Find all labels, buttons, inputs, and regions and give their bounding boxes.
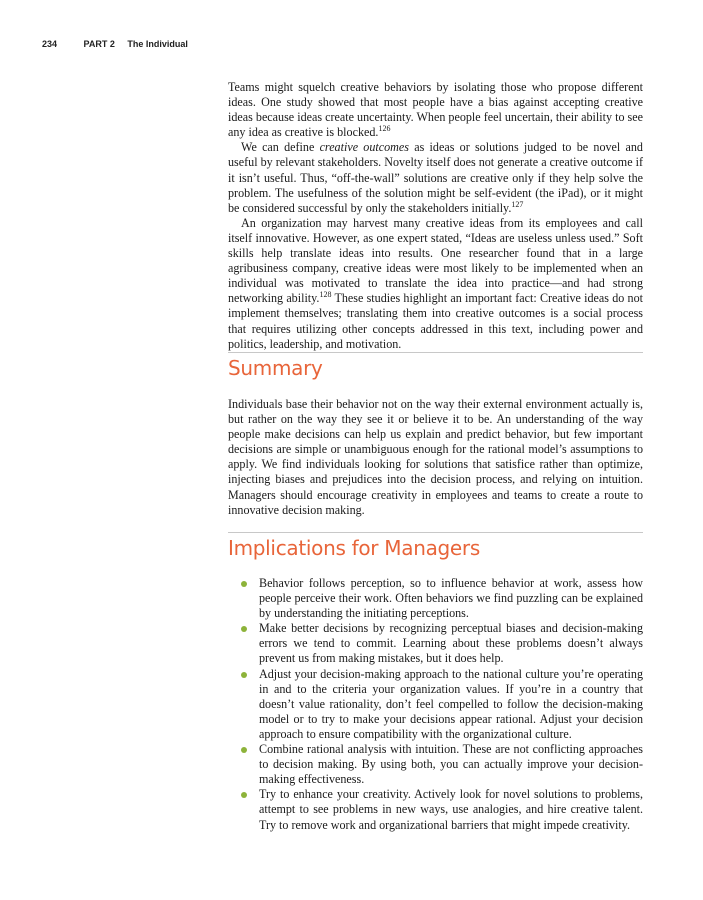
implications-list <box>228 576 643 833</box>
key-term: creative outcomes <box>319 140 409 155</box>
list-item: Behavior follows perception, so to influence behavior at work, assess how people perceive their work. Often behaviors we find puzzling can be explained by understanding the initiating perceptions. <box>228 576 643 621</box>
list-item: Make better decisions by recognizing perceptual biases and decision-making errors we tend to commit. Learning about these problems doesn’t always prevent us from making mistakes, but it does help. <box>228 621 643 666</box>
intro-section <box>228 80 643 352</box>
paragraph: Teams might squelch creative behaviors by isolating those who propose different ideas. One study showed that most people have a bias against accepting creative ideas because ideas create uncertainty. When people feel uncertain, their ability to see any idea as creative is blocked.$^{126}$ <box>228 80 643 140</box>
footnote-ref: 128 <box>319 290 332 300</box>
running-head <box>42 39 188 49</box>
paragraph: Individuals base their behavior not on the way their external environment actually is, but rather on the way they see it or believe it to be. An understanding of the way people make decisions can help us explain and predict behavior, but few important decisions are simple or unambiguous enough for the rational model’s assumptions to apply. We find individuals looking for solutions that satisfice rather than optimize, injecting biases and prejudices into the decision process, and relying on intuition. Managers should encourage creativity in employees and teams to create a route to innovative decision making. <box>228 397 643 517</box>
bullet-icon <box>241 792 247 798</box>
section-divider <box>228 532 643 533</box>
summary-text <box>228 397 643 518</box>
implications-heading: Implications for Managers <box>228 536 480 560</box>
paragraph: An organization may harvest many creative ideas from its employees and call itself innovative. However, as one expert stated, “Ideas are useless unless used.” Soft skills help translate ideas into results. One researcher found that in a large agribusiness company, creative ideas were most likely to be implemented when an individual was motivated to translate the idea into practice—and had strong networking ability.$^{128}$ These studies highlight an important fact: Creative ideas do not implement themselves; translating them into creative outcomes is a social process that requires utilizing other concepts addressed in this text, including power and politics, leadership, and motivation. <box>228 215 643 351</box>
part-title: The Individual <box>127 39 188 49</box>
part-label: PART 2 <box>83 39 115 49</box>
footnote-ref: 127 <box>511 199 524 209</box>
list-item: Try to enhance your creativity. Actively look for novel solutions to problems, attempt to see problems in new ways, use analogies, and hire creative talent. Try to remove work and organizational barriers that might impede creativity. <box>228 787 643 832</box>
summary-heading: Summary <box>228 356 323 380</box>
bullet-icon <box>241 581 247 587</box>
list-item: Adjust your decision-making approach to the national culture you’re operating in and to the criteria your organization values. If you’re in a country that doesn’t value rationality, don’t feel compelled to follow the decision-making model or to try to make your decisions appear rational. Adjust your decision approach to ensure compatibility with the organizational culture. <box>228 667 643 742</box>
list-item: Combine rational analysis with intuition. These are not conflicting approaches to decision making. By using both, you can actually improve your decision-making effectiveness. <box>228 742 643 787</box>
bullet-icon <box>241 672 247 678</box>
section-divider <box>228 352 643 353</box>
paragraph: We can define creative outcomes as ideas or solutions judged to be novel and useful by relevant stakeholders. Novelty itself does not generate a creative outcome if it isn’t useful. Thus, “off-the-wall” solutions are creative only if they help solve the problem. The usefulness of the solution might be self-evident (the iPad), or it might be considered successful by only the stakeholders initially.$^{127}$ <box>228 140 643 215</box>
page-number: 234 <box>42 39 58 49</box>
bullet-icon <box>241 626 247 632</box>
footnote-ref: 126 <box>378 124 391 134</box>
bullet-icon <box>241 747 247 753</box>
